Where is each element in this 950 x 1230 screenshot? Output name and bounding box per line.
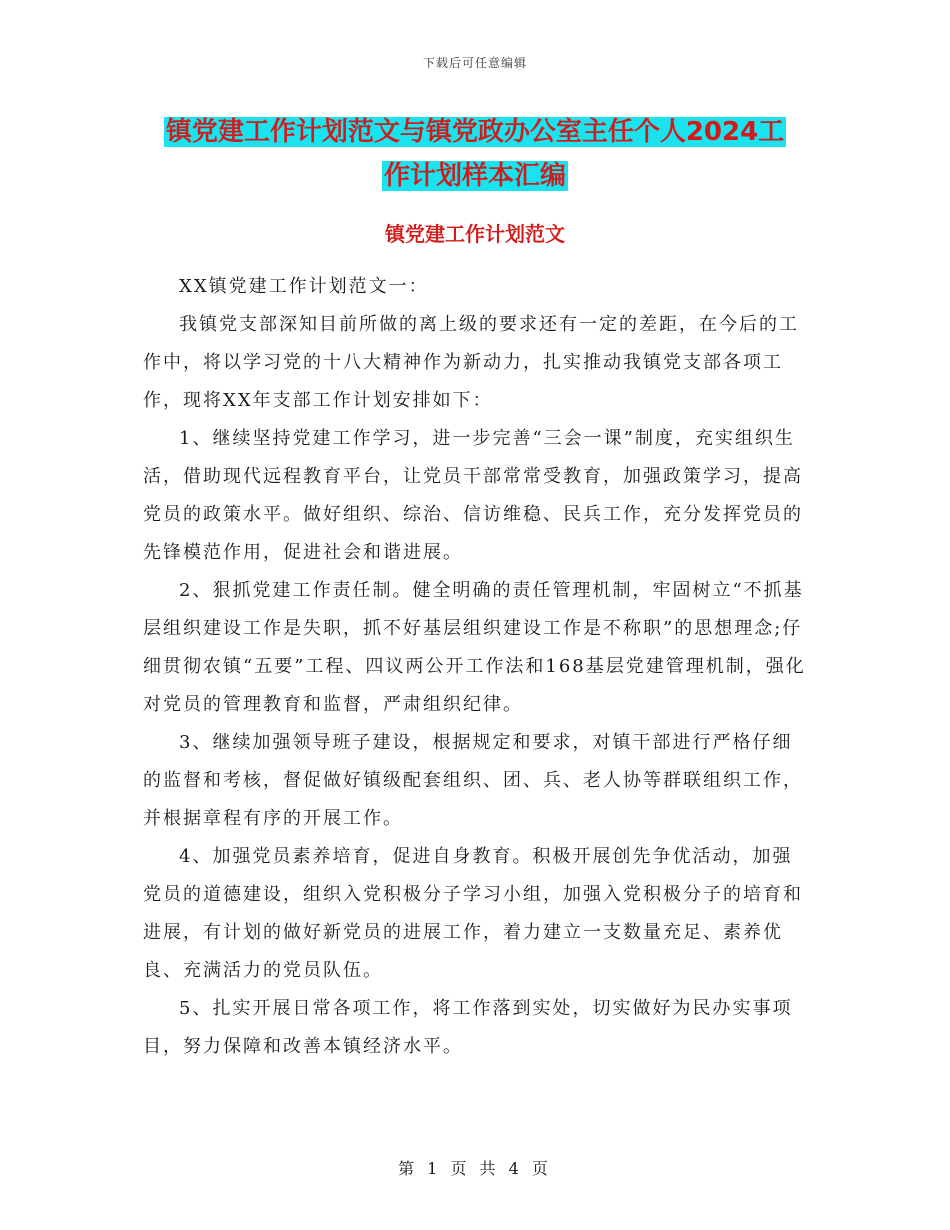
document-body [143, 268, 808, 1066]
document-title-line-2 [140, 154, 810, 198]
document-title-line-1 [140, 110, 810, 154]
title-highlight-2: 作计划样本汇编 [383, 161, 566, 191]
paragraph-item-1: 1、继续坚持党建工作学习，进一步完善“三会一课”制度，充实组织生活，借助现代远程教育平台，让党员干部常常受教育，加强政策学习，提高党员的政策水平。做好组织、综治、信访维稳、民兵工作，充分发挥党员的先锋模范作用，促进社会和谐进展。 [143, 428, 803, 563]
page-footer: 第 1 页 共 4 页 [398, 1159, 552, 1178]
paragraph-item-3: 3、继续加强领导班子建设，根据规定和要求，对镇干部进行严格仔细的监督和考核，督促做好镇级配套组织、团、兵、老人协等群联组织工作，并根据章程有序的开展工作。 [143, 732, 803, 829]
paragraph-item-4: 4、加强党员素养培育，促进自身教育。积极开展创先争优活动，加强党员的道德建设，组织入党积极分子学习小组，加强入党积极分子的培育和进展，有计划的做好新党员的进展工作，着力建立一支数量充足、素养优良、充满活力的党员队伍。 [143, 846, 803, 981]
paragraph-item-5: 5、扎实开展日常各项工作，将工作落到实处，切实做好为民办实事项目，努力保障和改善本镇经济水平。 [143, 998, 793, 1057]
title-highlight-1: 镇党建工作计划范文与镇党政办公室主任个人2024工 [165, 117, 785, 147]
header-note: 下载后可任意编辑 [422, 56, 527, 70]
paragraph-item-2: 2、狠抓党建工作责任制。健全明确的责任管理机制，牢固树立“不抓基层组织建设工作是失职，抓不好基层组织建设工作是不称职”的思想理念;仔细贯彻农镇“五要”工程、四议两公开工作法和168基层党建管理机制，强化对党员的管理教育和监督，严肃组织纪律。 [143, 580, 806, 715]
section-title: 镇党建工作计划范文 [385, 222, 565, 246]
paragraph-intro-heading: XX镇党建工作计划范文一： [179, 276, 429, 297]
paragraph-intro: 我镇党支部深知目前所做的离上级的要求还有一定的差距，在今后的工作中，将以学习党的十八大精神作为新动力，扎实推动我镇党支部各项工作，现将XX年支部工作计划安排如下： [143, 314, 799, 411]
